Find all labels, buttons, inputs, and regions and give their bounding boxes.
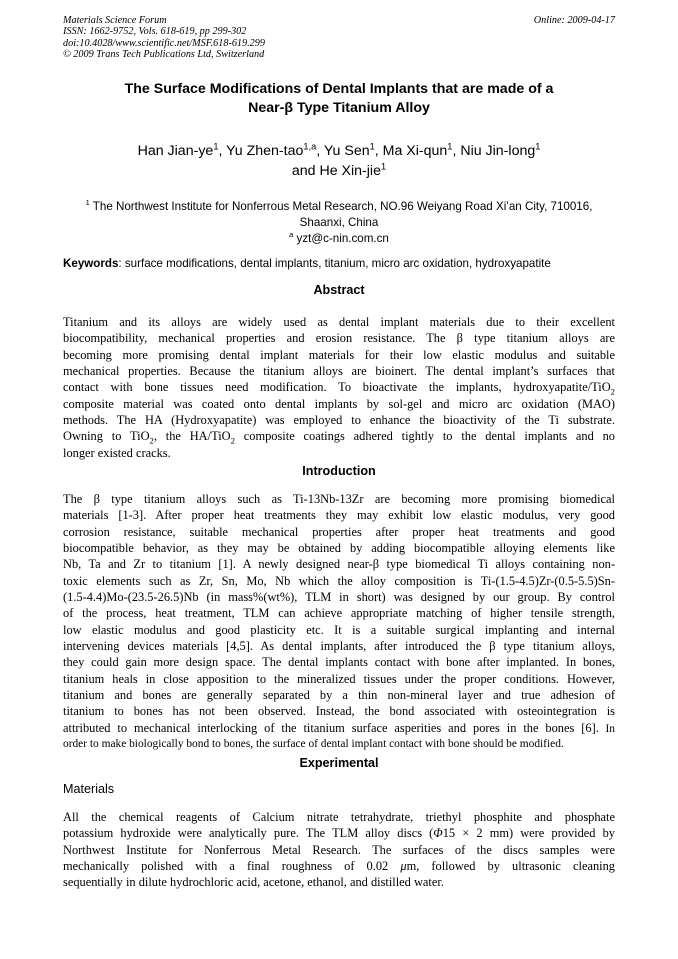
subscript: 2: [230, 435, 235, 446]
text-line: [63, 379, 615, 395]
copyright-line: © 2009 Trans Tech Publications Ltd, Switzerland: [63, 49, 265, 61]
text-line: Nb, Ta and Zr to titanium [1]. A newly designed near-β type biomedical Ti alloys containing non-: [63, 557, 615, 572]
affiliation-text: The Northwest Institute for Nonferrous Metal Research, NO.96 Weiyang Road Xi’an City, 710016,: [89, 200, 593, 213]
text-run: Φ: [433, 826, 443, 841]
text-line: sequentially in dilute hydrochloric acid, acetone, ethanol, and distilled water.: [63, 875, 444, 890]
introduction-body: [63, 491, 615, 753]
paper-title: [63, 80, 615, 118]
author-name: and He Xin-jie: [291, 162, 381, 179]
author-affil-mark: 1: [447, 141, 453, 152]
title-line-2: Near-β Type Titanium Alloy: [248, 100, 430, 116]
email-address[interactable]: yzt@c-nin.com.cn: [293, 232, 389, 245]
subscript: 2: [610, 386, 615, 397]
text-line: intervening devices materials [4,5]. As dental implants, after introduced the β type titanium alloys,: [63, 639, 615, 654]
text-line: biocompatible behavior, as they may be obtained by adding biocompatible alloying elements like: [63, 541, 615, 556]
keywords-text: : surface modifications, dental implants, titanium, micro arc oxidation, hydroxyapatite: [118, 257, 551, 270]
text-line: [63, 825, 615, 841]
author-affil-mark: 1: [535, 141, 541, 152]
experimental-heading: Experimental: [299, 756, 379, 770]
text-line: [63, 720, 615, 736]
text-line: toxic elements such as Zr, Sn, Mo, Nb which the alloy composition is Ti-(1.5-4.5)Zr-(0.5-5.5)Sn-: [63, 573, 615, 588]
author-name: Han Jian-ye: [137, 143, 214, 159]
email-mark: a: [289, 230, 294, 240]
text-line: order to make biologically bond to bones, the surface of dental implant contact with bone should be modified.: [63, 738, 564, 751]
text-run: μ: [400, 859, 407, 874]
text-line: titanium to bones has not been observed. Instead, the bond associated with osteointegration is: [63, 704, 615, 719]
author-affil-mark: 1: [213, 141, 219, 152]
text-line: biocompatibility, mechanical properties and erosion resistance. The β type titanium alloys are: [63, 331, 615, 346]
issn-line: ISSN: 1662-9752, Vols. 618-619, pp 299-302: [63, 26, 247, 38]
text-line: corrosion resistance, suitable mechanical properties after proper heat treatments and good: [63, 524, 615, 539]
text-run: 15 × 2 mm) were provided by: [442, 826, 615, 841]
experimental-body: [63, 809, 615, 891]
text-line: mechanical properties. Because the titanium alloys are bioinert. The dental implant’s surfaces that: [63, 364, 615, 379]
text-run: m, followed by ultrasonic cleaning: [406, 859, 615, 874]
subscript: 2: [149, 435, 154, 446]
corresponding-email: [63, 232, 615, 246]
text-line: All the chemical reagents of Calcium nitrate tetrahydrate, triethyl phosphite and phosphate: [63, 810, 615, 824]
text-run: potassium hydroxide were analytically pure. The TLM alloy discs (: [63, 826, 434, 841]
text-line: [63, 858, 615, 874]
affiliation: [63, 199, 615, 230]
author-line-2: [63, 162, 615, 182]
doi-line: doi:10.4028/www.scientific.net/MSF.618-619.299: [63, 37, 265, 49]
text-line: [63, 428, 615, 444]
text-line: becoming more promising dental implant materials for their low elastic modulus and suitable: [63, 347, 615, 362]
text-run: attributed to mechanical interlocking of the titanium surface asperities and pores in the bones [6].: [63, 720, 599, 735]
text-line: of the process, heat treatment, TLM can achieve appropriate matching of higher tensile strength,: [63, 606, 615, 621]
journal-header: [63, 15, 265, 61]
keywords-label: Keywords: [63, 257, 119, 270]
affiliation-line-1: [63, 199, 615, 215]
online-date: Online: 2009-04-17: [533, 15, 615, 26]
text-line: longer existed cracks.: [63, 445, 171, 460]
author-name: , Niu Jin-long: [452, 143, 536, 159]
text-line: The β type titanium alloys such as Ti-13Nb-13Zr are becoming more promising biomedical: [63, 492, 615, 506]
abstract-heading: Abstract: [313, 283, 365, 297]
author-name: , Ma Xi-qun: [374, 143, 448, 159]
abstract-body: [63, 314, 615, 461]
affil-mark: 1: [85, 198, 90, 208]
text-line: low elastic modulus and good plasticity etc. It is a suitable surgical implanting and internal: [63, 622, 615, 637]
text-run: composite coatings adhered tightly to the dental implants and no: [234, 429, 615, 444]
text-line: (1.5-4.4)Mo-(23.5-26.5)Nb (in mass%(wt%), TLM in short) was designed by our group. By control: [63, 590, 615, 605]
text-run: mechanically polished with a final roughness of 0.02: [63, 859, 401, 874]
text-line: they could gain more design space. The dental implants contact with bone after implanted. In bones,: [63, 655, 615, 670]
title-line-1: The Surface Modifications of Dental Implants that are made of a: [124, 81, 554, 97]
text-run: Owning to TiO: [63, 429, 150, 444]
text-line: Titanium and its alloys are widely used as dental implant materials due to their excellent: [63, 315, 615, 329]
author-list: [63, 142, 615, 181]
text-line: titanium and bones are generally separated by a thin non-mineral layer and true adhesion of: [63, 688, 615, 703]
introduction-heading: Introduction: [302, 464, 376, 478]
text-line: Northwest Institute for Nonferrous Metal Research. The surfaces of the discs samples were: [63, 842, 615, 857]
text-line: materials [1-3]. After proper heat treatments they may exhibit low elastic modulus, very good: [63, 508, 615, 523]
author-line-1: [63, 142, 615, 162]
text-line: composite material was coated onto dental implants by sol-gel and micro arc oxidation (MAO): [63, 396, 615, 411]
text-line: titanium heals in close apposition to the mineralized tissues under the proper conditions. However,: [63, 671, 615, 686]
affiliation-line-2: Shaanxi, China: [299, 215, 379, 229]
author-affil-mark: 1: [380, 160, 387, 171]
materials-subheading: Materials: [63, 782, 115, 796]
text-line: methods. The HA (Hydroxyapatite) was employed to enhance the bioactivity of the Ti substrate.: [63, 413, 615, 428]
author-name: , Yu Sen: [316, 143, 370, 159]
keywords: [63, 257, 623, 271]
text-run: , the HA/TiO: [153, 429, 231, 444]
text-run: In: [598, 722, 615, 735]
text-run: contact with bone tissues need modification. To bioactivate the implants, hydroxyapatite/TiO: [63, 380, 611, 395]
journal-name: Materials Science Forum: [63, 15, 167, 26]
author-affil-mark: 1,a: [303, 141, 317, 152]
author-affil-mark: 1: [369, 141, 375, 152]
author-name: , Yu Zhen-tao: [218, 143, 304, 159]
